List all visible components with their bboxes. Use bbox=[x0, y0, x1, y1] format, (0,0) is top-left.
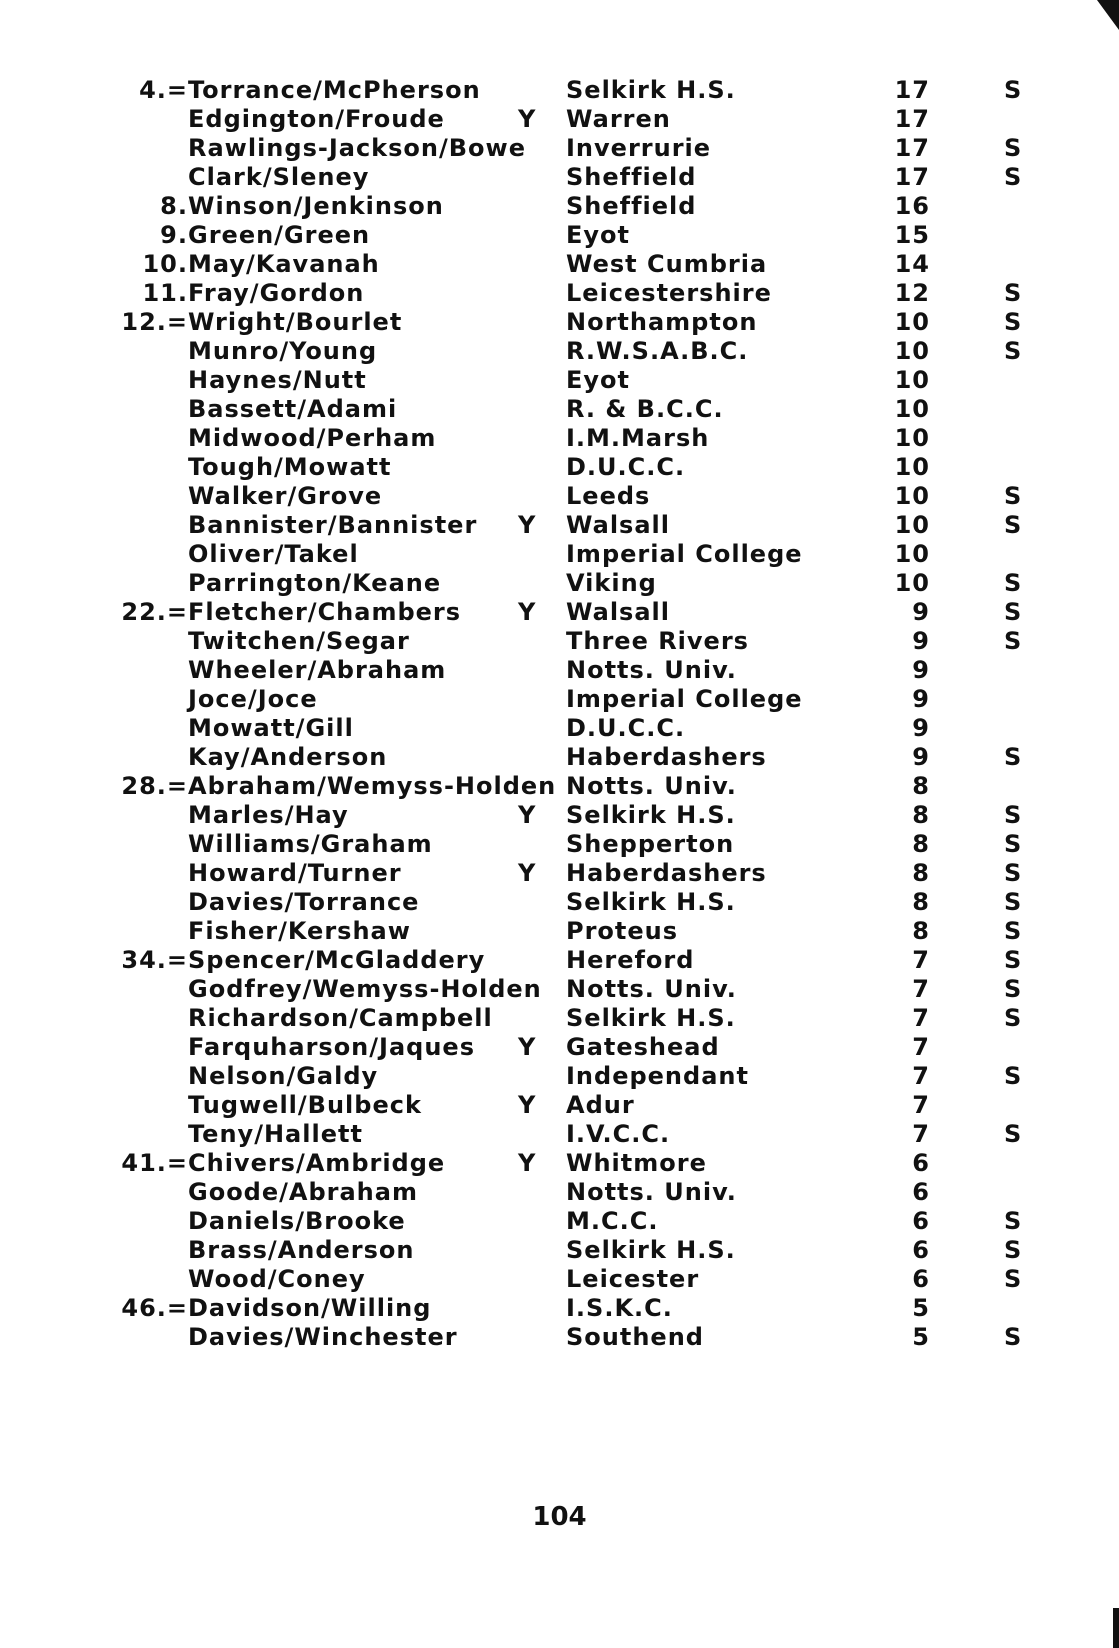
club-name-cell: Selkirk H.S. bbox=[566, 801, 736, 829]
club-name-cell: Whitmore bbox=[566, 1149, 707, 1177]
club-name-cell: Sheffield bbox=[566, 163, 697, 191]
points-cell: 10 bbox=[894, 569, 930, 597]
club-name-cell: Walsall bbox=[566, 598, 670, 626]
club-name-cell: West Cumbria bbox=[566, 250, 768, 278]
result-row bbox=[0, 627, 1119, 656]
club-name-cell: Selkirk H.S. bbox=[566, 1004, 736, 1032]
points-cell: 7 bbox=[912, 1062, 930, 1090]
result-row bbox=[0, 1062, 1119, 1091]
club-name-cell: Adur bbox=[566, 1091, 635, 1119]
result-row bbox=[0, 714, 1119, 743]
position-cell: 28.= bbox=[121, 772, 188, 800]
youth-marker-cell: Y bbox=[518, 859, 537, 887]
club-name-cell: Independant bbox=[566, 1062, 749, 1090]
pair-names-cell: Walker/Grove bbox=[188, 482, 383, 510]
points-cell: 10 bbox=[894, 511, 930, 539]
pair-names-cell: Rawlings-Jackson/Bowe bbox=[188, 134, 526, 162]
page-number: 104 bbox=[532, 1502, 587, 1532]
points-cell: 9 bbox=[912, 685, 930, 713]
club-name-cell: Eyot bbox=[566, 221, 630, 249]
flag-cell: S bbox=[1004, 134, 1023, 162]
pair-names-cell: Mowatt/Gill bbox=[188, 714, 354, 742]
points-cell: 16 bbox=[894, 192, 930, 220]
pair-names-cell: Clark/Sleney bbox=[188, 163, 370, 191]
points-cell: 9 bbox=[912, 598, 930, 626]
pair-names-cell: Oliver/Takel bbox=[188, 540, 359, 568]
pair-names-cell: Tough/Mowatt bbox=[188, 453, 392, 481]
pair-names-cell: Fletcher/Chambers bbox=[188, 598, 462, 626]
result-row bbox=[0, 221, 1119, 250]
club-name-cell: Imperial College bbox=[566, 540, 803, 568]
result-row bbox=[0, 1207, 1119, 1236]
points-cell: 8 bbox=[912, 772, 930, 800]
pair-names-cell: Richardson/Campbell bbox=[188, 1004, 493, 1032]
result-row bbox=[0, 192, 1119, 221]
youth-marker-cell: Y bbox=[518, 511, 537, 539]
result-row bbox=[0, 308, 1119, 337]
points-cell: 6 bbox=[912, 1236, 930, 1264]
club-name-cell: Leicestershire bbox=[566, 279, 772, 307]
points-cell: 8 bbox=[912, 830, 930, 858]
points-cell: 7 bbox=[912, 1033, 930, 1061]
points-cell: 7 bbox=[912, 975, 930, 1003]
points-cell: 10 bbox=[894, 366, 930, 394]
club-name-cell: Walsall bbox=[566, 511, 670, 539]
page-corner-mark bbox=[1097, 0, 1119, 30]
points-cell: 12 bbox=[894, 279, 930, 307]
result-row bbox=[0, 772, 1119, 801]
pair-names-cell: Goode/Abraham bbox=[188, 1178, 418, 1206]
pair-names-cell: Fray/Gordon bbox=[188, 279, 365, 307]
club-name-cell: Gateshead bbox=[566, 1033, 720, 1061]
pair-names-cell: Fisher/Kershaw bbox=[188, 917, 411, 945]
points-cell: 7 bbox=[912, 946, 930, 974]
club-name-cell: I.V.C.C. bbox=[566, 1120, 671, 1148]
club-name-cell: Selkirk H.S. bbox=[566, 76, 736, 104]
points-cell: 9 bbox=[912, 714, 930, 742]
pair-names-cell: Spencer/McGladdery bbox=[188, 946, 486, 974]
flag-cell: S bbox=[1004, 946, 1023, 974]
result-row bbox=[0, 453, 1119, 482]
result-row bbox=[0, 1265, 1119, 1294]
result-row bbox=[0, 569, 1119, 598]
points-cell: 8 bbox=[912, 859, 930, 887]
points-cell: 7 bbox=[912, 1120, 930, 1148]
club-name-cell: Notts. Univ. bbox=[566, 656, 737, 684]
pair-names-cell: Bannister/Bannister bbox=[188, 511, 478, 539]
club-name-cell: R. & B.C.C. bbox=[566, 395, 724, 423]
flag-cell: S bbox=[1004, 917, 1023, 945]
club-name-cell: Southend bbox=[566, 1323, 704, 1351]
page-edge-mark bbox=[1113, 1608, 1119, 1648]
result-row bbox=[0, 830, 1119, 859]
club-name-cell: Sheffield bbox=[566, 192, 697, 220]
youth-marker-cell: Y bbox=[518, 1091, 537, 1119]
pair-names-cell: Davies/Torrance bbox=[188, 888, 420, 916]
result-row bbox=[0, 105, 1119, 134]
flag-cell: S bbox=[1004, 163, 1023, 191]
club-name-cell: Notts. Univ. bbox=[566, 975, 737, 1003]
points-cell: 14 bbox=[894, 250, 930, 278]
result-row bbox=[0, 76, 1119, 105]
pair-names-cell: Wheeler/Abraham bbox=[188, 656, 447, 684]
pair-names-cell: Joce/Joce bbox=[188, 685, 318, 713]
position-cell: 4.= bbox=[139, 76, 188, 104]
pair-names-cell: Davidson/Willing bbox=[188, 1294, 432, 1322]
flag-cell: S bbox=[1004, 511, 1023, 539]
pair-names-cell: Bassett/Adami bbox=[188, 395, 398, 423]
pair-names-cell: Daniels/Brooke bbox=[188, 1207, 406, 1235]
flag-cell: S bbox=[1004, 337, 1023, 365]
position-cell: 34.= bbox=[121, 946, 188, 974]
points-cell: 6 bbox=[912, 1178, 930, 1206]
points-cell: 9 bbox=[912, 627, 930, 655]
pair-names-cell: Howard/Turner bbox=[188, 859, 402, 887]
flag-cell: S bbox=[1004, 1120, 1023, 1148]
result-row bbox=[0, 598, 1119, 627]
position-cell: 9. bbox=[160, 221, 188, 249]
flag-cell: S bbox=[1004, 482, 1023, 510]
club-name-cell: Haberdashers bbox=[566, 859, 767, 887]
points-cell: 8 bbox=[912, 801, 930, 829]
club-name-cell: Inverrurie bbox=[566, 134, 712, 162]
result-row bbox=[0, 1323, 1119, 1352]
pair-names-cell: Marles/Hay bbox=[188, 801, 349, 829]
club-name-cell: I.S.K.C. bbox=[566, 1294, 673, 1322]
club-name-cell: Proteus bbox=[566, 917, 679, 945]
club-name-cell: R.W.S.A.B.C. bbox=[566, 337, 749, 365]
pair-names-cell: Chivers/Ambridge bbox=[188, 1149, 446, 1177]
club-name-cell: Shepperton bbox=[566, 830, 735, 858]
pair-names-cell: Nelson/Galdy bbox=[188, 1062, 379, 1090]
result-row bbox=[0, 511, 1119, 540]
position-cell: 8. bbox=[160, 192, 188, 220]
results-table bbox=[0, 76, 1119, 1352]
pair-names-cell: Wright/Bourlet bbox=[188, 308, 403, 336]
points-cell: 6 bbox=[912, 1207, 930, 1235]
club-name-cell: Selkirk H.S. bbox=[566, 1236, 736, 1264]
points-cell: 17 bbox=[894, 105, 930, 133]
points-cell: 8 bbox=[912, 888, 930, 916]
points-cell: 9 bbox=[912, 743, 930, 771]
flag-cell: S bbox=[1004, 1004, 1023, 1032]
pair-names-cell: Winson/Jenkinson bbox=[188, 192, 444, 220]
result-row bbox=[0, 1149, 1119, 1178]
result-row bbox=[0, 134, 1119, 163]
points-cell: 17 bbox=[894, 76, 930, 104]
points-cell: 17 bbox=[894, 134, 930, 162]
result-row bbox=[0, 337, 1119, 366]
points-cell: 5 bbox=[912, 1294, 930, 1322]
pair-names-cell: Parrington/Keane bbox=[188, 569, 442, 597]
club-name-cell: I.M.Marsh bbox=[566, 424, 710, 452]
club-name-cell: Leicester bbox=[566, 1265, 700, 1293]
position-cell: 46.= bbox=[121, 1294, 188, 1322]
position-cell: 12.= bbox=[121, 308, 188, 336]
pair-names-cell: Torrance/McPherson bbox=[188, 76, 481, 104]
points-cell: 8 bbox=[912, 917, 930, 945]
result-row bbox=[0, 482, 1119, 511]
result-row bbox=[0, 1004, 1119, 1033]
pair-names-cell: Green/Green bbox=[188, 221, 371, 249]
result-row bbox=[0, 743, 1119, 772]
result-row bbox=[0, 1294, 1119, 1323]
pair-names-cell: Farquharson/Jaques bbox=[188, 1033, 475, 1061]
points-cell: 17 bbox=[894, 163, 930, 191]
club-name-cell: Eyot bbox=[566, 366, 630, 394]
result-row bbox=[0, 250, 1119, 279]
result-row bbox=[0, 975, 1119, 1004]
pair-names-cell: May/Kavanah bbox=[188, 250, 380, 278]
club-name-cell: Three Rivers bbox=[566, 627, 749, 655]
result-row bbox=[0, 1120, 1119, 1149]
flag-cell: S bbox=[1004, 859, 1023, 887]
youth-marker-cell: Y bbox=[518, 105, 537, 133]
pair-names-cell: Teny/Hallett bbox=[188, 1120, 363, 1148]
points-cell: 15 bbox=[894, 221, 930, 249]
flag-cell: S bbox=[1004, 1323, 1023, 1351]
pair-names-cell: Wood/Coney bbox=[188, 1265, 366, 1293]
flag-cell: S bbox=[1004, 1062, 1023, 1090]
youth-marker-cell: Y bbox=[518, 1149, 537, 1177]
flag-cell: S bbox=[1004, 76, 1023, 104]
pair-names-cell: Haynes/Nutt bbox=[188, 366, 367, 394]
flag-cell: S bbox=[1004, 801, 1023, 829]
pair-names-cell: Davies/Winchester bbox=[188, 1323, 458, 1351]
points-cell: 7 bbox=[912, 1091, 930, 1119]
result-row bbox=[0, 656, 1119, 685]
flag-cell: S bbox=[1004, 1207, 1023, 1235]
points-cell: 10 bbox=[894, 482, 930, 510]
result-row bbox=[0, 801, 1119, 830]
club-name-cell: Selkirk H.S. bbox=[566, 888, 736, 916]
result-row bbox=[0, 1236, 1119, 1265]
flag-cell: S bbox=[1004, 1236, 1023, 1264]
flag-cell: S bbox=[1004, 743, 1023, 771]
pair-names-cell: Abraham/Wemyss-Holden bbox=[188, 772, 557, 800]
result-row bbox=[0, 366, 1119, 395]
points-cell: 6 bbox=[912, 1149, 930, 1177]
position-cell: 10. bbox=[142, 250, 188, 278]
club-name-cell: Notts. Univ. bbox=[566, 772, 737, 800]
club-name-cell: Warren bbox=[566, 105, 671, 133]
result-row bbox=[0, 279, 1119, 308]
position-cell: 22.= bbox=[121, 598, 188, 626]
pair-names-cell: Williams/Graham bbox=[188, 830, 433, 858]
result-row bbox=[0, 1178, 1119, 1207]
points-cell: 6 bbox=[912, 1265, 930, 1293]
result-row bbox=[0, 888, 1119, 917]
club-name-cell: Northampton bbox=[566, 308, 758, 336]
flag-cell: S bbox=[1004, 975, 1023, 1003]
result-row bbox=[0, 540, 1119, 569]
club-name-cell: Haberdashers bbox=[566, 743, 767, 771]
points-cell: 10 bbox=[894, 424, 930, 452]
club-name-cell: Imperial College bbox=[566, 685, 803, 713]
flag-cell: S bbox=[1004, 598, 1023, 626]
flag-cell: S bbox=[1004, 279, 1023, 307]
youth-marker-cell: Y bbox=[518, 1033, 537, 1061]
position-cell: 11. bbox=[142, 279, 188, 307]
club-name-cell: D.U.C.C. bbox=[566, 453, 686, 481]
club-name-cell: Viking bbox=[566, 569, 657, 597]
points-cell: 10 bbox=[894, 337, 930, 365]
flag-cell: S bbox=[1004, 308, 1023, 336]
result-row bbox=[0, 163, 1119, 192]
result-row bbox=[0, 946, 1119, 975]
flag-cell: S bbox=[1004, 830, 1023, 858]
points-cell: 5 bbox=[912, 1323, 930, 1351]
youth-marker-cell: Y bbox=[518, 598, 537, 626]
position-cell: 41.= bbox=[121, 1149, 188, 1177]
pair-names-cell: Tugwell/Bulbeck bbox=[188, 1091, 422, 1119]
flag-cell: S bbox=[1004, 1265, 1023, 1293]
result-row bbox=[0, 859, 1119, 888]
points-cell: 10 bbox=[894, 540, 930, 568]
result-row bbox=[0, 1033, 1119, 1062]
club-name-cell: M.C.C. bbox=[566, 1207, 659, 1235]
pair-names-cell: Midwood/Perham bbox=[188, 424, 437, 452]
club-name-cell: Notts. Univ. bbox=[566, 1178, 737, 1206]
pair-names-cell: Munro/Young bbox=[188, 337, 378, 365]
club-name-cell: D.U.C.C. bbox=[566, 714, 686, 742]
result-row bbox=[0, 685, 1119, 714]
points-cell: 10 bbox=[894, 308, 930, 336]
club-name-cell: Hereford bbox=[566, 946, 695, 974]
result-row bbox=[0, 395, 1119, 424]
pair-names-cell: Edgington/Froude bbox=[188, 105, 445, 133]
points-cell: 9 bbox=[912, 656, 930, 684]
flag-cell: S bbox=[1004, 569, 1023, 597]
flag-cell: S bbox=[1004, 627, 1023, 655]
points-cell: 7 bbox=[912, 1004, 930, 1032]
pair-names-cell: Godfrey/Wemyss-Holden bbox=[188, 975, 542, 1003]
points-cell: 10 bbox=[894, 395, 930, 423]
pair-names-cell: Kay/Anderson bbox=[188, 743, 388, 771]
result-row bbox=[0, 917, 1119, 946]
result-row bbox=[0, 424, 1119, 453]
youth-marker-cell: Y bbox=[518, 801, 537, 829]
flag-cell: S bbox=[1004, 888, 1023, 916]
points-cell: 10 bbox=[894, 453, 930, 481]
pair-names-cell: Brass/Anderson bbox=[188, 1236, 415, 1264]
result-row bbox=[0, 1091, 1119, 1120]
club-name-cell: Leeds bbox=[566, 482, 651, 510]
pair-names-cell: Twitchen/Segar bbox=[188, 627, 410, 655]
